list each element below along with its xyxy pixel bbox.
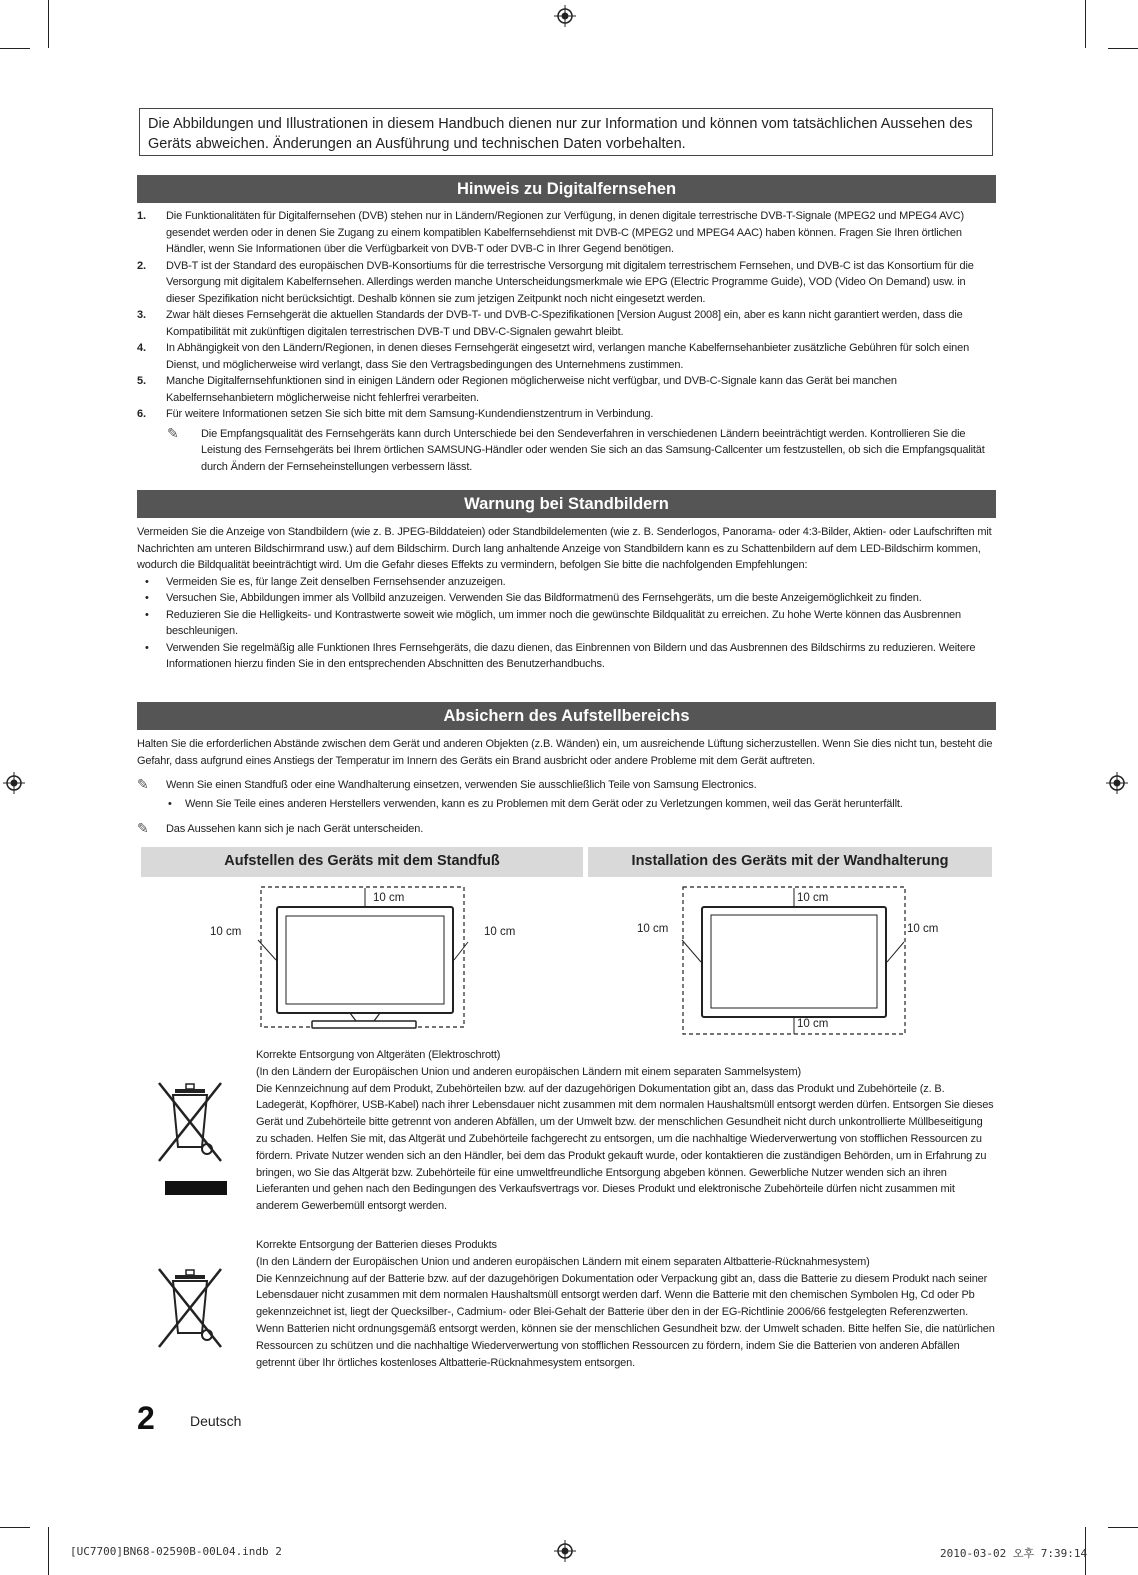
registration-mark-icon (554, 1540, 576, 1562)
note-text: Wenn Sie einen Standfuß oder eine Wandhalterung einsetzen, verwenden Sie ausschließlich Teile von Samsung Electronics. (166, 779, 757, 791)
stand-header: Aufstellen des Geräts mit dem Standfuß (141, 847, 583, 877)
wall-diagram (630, 880, 960, 1040)
item-number: 2. (137, 259, 146, 272)
list-item (137, 607, 996, 640)
section-header-install: Absichern des Aufstellbereichs (137, 702, 996, 730)
crop-mark (1085, 0, 1086, 48)
list-item (137, 640, 996, 673)
install-intro: Halten Sie die erforderlichen Abstände zwischen dem Gerät und anderen Objekten (z.B. Wänden) ein, um ausreichende Lüftung sicherzustellen. Wenn Sie dies nicht tun, besteht die Gefahr, dass aufgrund eines Anstiegs der Temperatur im Innern des Geräts ein Brand ausbricht oder andere Probleme mit dem Gerät auftreten. (137, 738, 993, 767)
bullet-icon: • (145, 608, 149, 621)
disposal-text: Die Kennzeichnung auf dem Produkt, Zubehörteilen bzw. auf der dazugehörigen Dokumentation gibt an, dass das Produkt und Zubehörteile (z. B. Ladegerät, Kopfhörer, USB-Kabel) nach ihrer Lebensdauer nicht zusammen mit dem normalen Haushaltsmüll entsorgt werden dürfen. Entsorgen Sie dieses Gerät und Zubehörteile bitte getrennt von anderen Abfällen, um der Umwelt bzw. der menschlichen Gesundheit nicht durch unkontrollierte Müllbeseitigung zu schaden. Helfen Sie mit, das Altgerät und Zubehörteile fachgerecht zu entsorgen, um die nachhaltige Wiederverwertung von stofflichen Ressourcen zu fördern. Private Nutzer wenden sich an den Händler, bei dem das Produkt gekauft wurde, oder kontaktieren die zuständigen Behörden, um in Erfahrung zu bringen, wo Sie das Altgerät bzw. Zubehörteile für eine umweltfreundliche Entsorgung abgeben können. Gewerbliche Nutzer wenden sich an ihren Lieferanten und gehen nach den Bedingungen des Verkaufsvertrags vor. Dieses Produkt und elektronische Zubehörteile dürfen nicht zusammen mit anderem Gewerbemüll entsorgt werden. (256, 1082, 994, 1213)
battery-bin-icon (155, 1265, 227, 1355)
bullet-text: Verwenden Sie regelmäßig alle Funktionen Ihres Fernsehgeräts, die dazu dienen, das Einbrennen von Bildern und das Ausbrennen des Bildschirms zu reduzieren. Weitere Informationen hierzu finden Sie in den entsprechenden Abschnitten des Benutzerhandbuchs. (166, 641, 976, 670)
distance-label-bottom: 10 cm (797, 1018, 829, 1030)
item-text: Manche Digitalfernsehfunktionen sind in einigen Ländern oder Regionen möglicherweise nicht verfügbar, und DVB-C-Signale kann das Gerät bei manchen Kabelfernsehanbietern möglicherweise nicht fehlerfrei verarbeiten. (166, 375, 897, 404)
crop-mark (1108, 48, 1138, 49)
item-text: DVB-T ist der Standard des europäischen DVB-Konsortiums für die terrestrische Versorgung mit digitalem terrestrischem Fernsehen, und DVB-C ist das Konsortium für die Versorgung mit digitalem Kabelfernsehen. Allerdings werden manche Unterscheidungsmerkmale wie EPG (Electric Programme Guide), VOD (Video On Demand) usw. in dieser Spezifikation nicht berücksichtigt. Deshalb können sie zum jetzigen Zeitpunkt noch nicht eingesetzt werden. (166, 259, 974, 305)
footer-file: [UC7700]BN68-02590B-00L04.indb 2 (70, 1545, 282, 1558)
crop-mark (48, 0, 49, 48)
disposal-electronics (256, 1047, 996, 1215)
note (137, 426, 996, 476)
distance-label-top: 10 cm (797, 892, 829, 904)
note-text: Die Empfangsqualität des Fernsehgeräts kann durch Unterschiede bei den Sendeverfahren in verschiedenen Ländern beeinträchtigt werden. Kontrollieren Sie die Leistung des Fernsehgeräts bei Ihrem örtlichen SAMSUNG-Händler oder wenden Sie sich an das Samsung-Callcenter um festzustellen, ob sich die Empfangsqualität durch Ändern der Fernseheinstellungen verbessern lässt. (201, 427, 985, 473)
list-item (137, 373, 996, 406)
disposal-text: Die Kennzeichnung auf der Batterie bzw. auf der dazugehörigen Dokumentation oder Verpackung gibt an, dass die Batterie zu diesem Produkt nach seiner Lebensdauer nicht zusammen mit dem normalen Haushaltsmüll entsorgt werden darf. Wenn die Batterie mit den chemischen Symbolen Hg, Cd oder Pb gekennzeichnet ist, liegt der Quecksilber-, Cadmium- oder Blei-Gehalt der Batterie über den in der EG-Richtlinie 2006/66 festgelegten Referenzwerten. Wenn Batterien nicht ordnungsgemäß entsorgt werden, können sie der menschlichen Gesundheit bzw. der Umwelt schaden. Bitte helfen Sie, die natürlichen Ressourcen zu schützen und die nachhaltige Wiederverwertung von stofflichen Ressourcen zu fördern, indem Sie die Batterien von anderen Abfällen getrennt über Ihr örtliches kostenloses Altbatterie-Rücknahmesystem entsorgen. (256, 1272, 995, 1369)
crop-mark (0, 1527, 30, 1528)
list-item (137, 307, 996, 340)
bullet-text: Wenn Sie Teile eines anderen Herstellers verwenden, kann es zu Problemen mit dem Gerät oder zu Verletzungen kommen, weil das Gerät herunterfällt. (185, 797, 903, 810)
item-text: Zwar hält dieses Fernsehgerät die aktuellen Standards der DVB-T- und DVB-C-Spezifikationen [Version August 2008] ein, aber es kann nicht garantiert werden, dass die Kompatibilität mit zukünftigen digitalen terrestrischen DVB-T und DBV-C-Signalen gewahrt bleibt. (166, 309, 963, 338)
distance-label-right: 10 cm (484, 926, 516, 938)
bullet-text: Vermeiden Sie es, für lange Zeit denselben Fernsehsender anzuzeigen. (166, 575, 506, 588)
section-header-still: Warnung bei Standbildern (137, 490, 996, 518)
distance-label-left: 10 cm (210, 926, 242, 938)
crop-mark (0, 48, 30, 49)
item-number: 6. (137, 408, 146, 420)
item-number: 1. (137, 210, 146, 222)
distance-label-left: 10 cm (637, 923, 669, 935)
list-item (137, 796, 996, 813)
note-text: Das Aussehen kann sich je nach Gerät unterscheiden. (166, 823, 424, 835)
pencil-note-icon: ✎ (137, 776, 149, 792)
page-language: Deutsch (190, 1413, 242, 1429)
item-text: In Abhängigkeit von den Ländern/Regionen, in denen dieses Fernsehgerät eingesetzt wird, verlangen manche Kabelfernsehanbieter zusätzliche Gebühren für solch einen Dienst, und möglicherweise wird verlangt, dass Sie den Vertragsbedingungen des Unternehmens zustimmen. (166, 342, 970, 371)
digital-list (137, 208, 996, 475)
registration-mark-icon (3, 772, 25, 794)
item-number: 3. (137, 309, 146, 321)
bullet-icon: • (145, 641, 149, 654)
disposal-batteries (256, 1237, 996, 1371)
install-section (137, 736, 996, 838)
crop-mark (1108, 1527, 1138, 1528)
pencil-note-icon: ✎ (137, 820, 149, 836)
weee-bin-icon (155, 1075, 227, 1195)
registration-mark-icon (554, 5, 576, 27)
bullet-icon: • (145, 592, 149, 604)
stand-diagram (200, 880, 530, 1035)
bullet-text: Reduzieren Sie die Helligkeits- und Kontrastwerte soweit wie möglich, um immer noch die gewünschte Bildqualität zu erreichen. Zu hohe Werte können das Ausbrennen beschleunigen. (166, 608, 961, 637)
wall-header: Installation des Geräts mit der Wandhalterung (588, 847, 992, 877)
registration-mark-icon (1106, 772, 1128, 794)
item-number: 4. (137, 342, 146, 354)
pencil-note-icon: ✎ (167, 424, 179, 441)
list-item (137, 406, 996, 423)
bullet-icon: • (145, 575, 149, 588)
intro-notice: Die Abbildungen und Illustrationen in diesem Handbuch dienen nur zur Information und können vom tatsächlichen Aussehen des Geräts abweichen. Änderungen an Ausführung und technischen Daten vorbehalten. (139, 108, 993, 156)
section-header-digital: Hinweis zu Digitalfernsehen (137, 175, 996, 203)
item-text: Für weitere Informationen setzen Sie sich bitte mit dem Samsung-Kundendienstzentrum in Verbindung. (166, 408, 654, 420)
list-item (137, 208, 996, 258)
page-number: 2 (137, 1400, 155, 1436)
note (137, 821, 996, 838)
list-item (137, 258, 996, 308)
item-text: Die Funktionalitäten für Digitalfernsehen (DVB) stehen nur in Ländern/Regionen zur Verfügung, in denen digitale terrestrische DVB-T-Signale (MPEG2 und MPEG4 AVC) gesendet werden oder in denen Sie Zugang zu einem kompatiblen Kabelfernsehdienst mit DVB-C (MPEG2 und MPEG4 AAC) haben können. Fragen Sie Ihren örtlichen Händler, wenn Sie Informationen über die Verfügbarkeit von DVB-T oder DVB-C in Ihrer Gegend benötigen. (166, 210, 965, 255)
crop-mark (48, 1527, 49, 1575)
item-number: 5. (137, 375, 146, 387)
distance-label-top: 10 cm (373, 892, 405, 904)
still-intro: Vermeiden Sie die Anzeige von Standbildern (wie z. B. JPEG-Bilddateien) oder Standbildelementen (wie z. B. Senderlogos, Panorama- oder 4:3-Bilder, Aktien- oder Laufschriften mit Nachrichten am unteren Bildschirmrand usw.) auf dem Bildschirm. Durch lang anhaltende Anzeige von Standbildern kann es zu Schattenbildern auf dem LED-Bildschirm kommen, wodurch die Bildqualität beeinträchtigt wird. Um die Gefahr dieses Effekts zu vermindern, befolgen Sie bitte die nachfolgenden Empfehlungen: (137, 526, 992, 571)
distance-label-right: 10 cm (907, 923, 939, 935)
footer-date: 2010-03-02 오후 7:39:14 (940, 1547, 1088, 1560)
disposal-title: Korrekte Entsorgung von Altgeräten (Elektroschrott) (256, 1049, 501, 1061)
disposal-subtitle: (In den Ländern der Europäischen Union und anderen europäischen Ländern mit einem separaten Sammelsystem) (256, 1065, 801, 1078)
list-item (137, 590, 996, 607)
still-section (137, 524, 996, 673)
bullet-icon: • (168, 797, 172, 810)
bullet-text: Versuchen Sie, Abbildungen immer als Vollbild anzuzeigen. Verwenden Sie das Bildformatmenü des Fernsehgeräts, um die beste Anzeigemöglichkeit zu finden. (166, 592, 922, 604)
note (137, 777, 996, 794)
disposal-title: Korrekte Entsorgung der Batterien dieses Produkts (256, 1239, 497, 1251)
disposal-subtitle: (In den Ländern der Europäischen Union und anderen europäischen Ländern mit einem separaten Altbatterie-Rücknahmesystem) (256, 1255, 870, 1268)
list-item (137, 340, 996, 373)
list-item (137, 574, 996, 591)
